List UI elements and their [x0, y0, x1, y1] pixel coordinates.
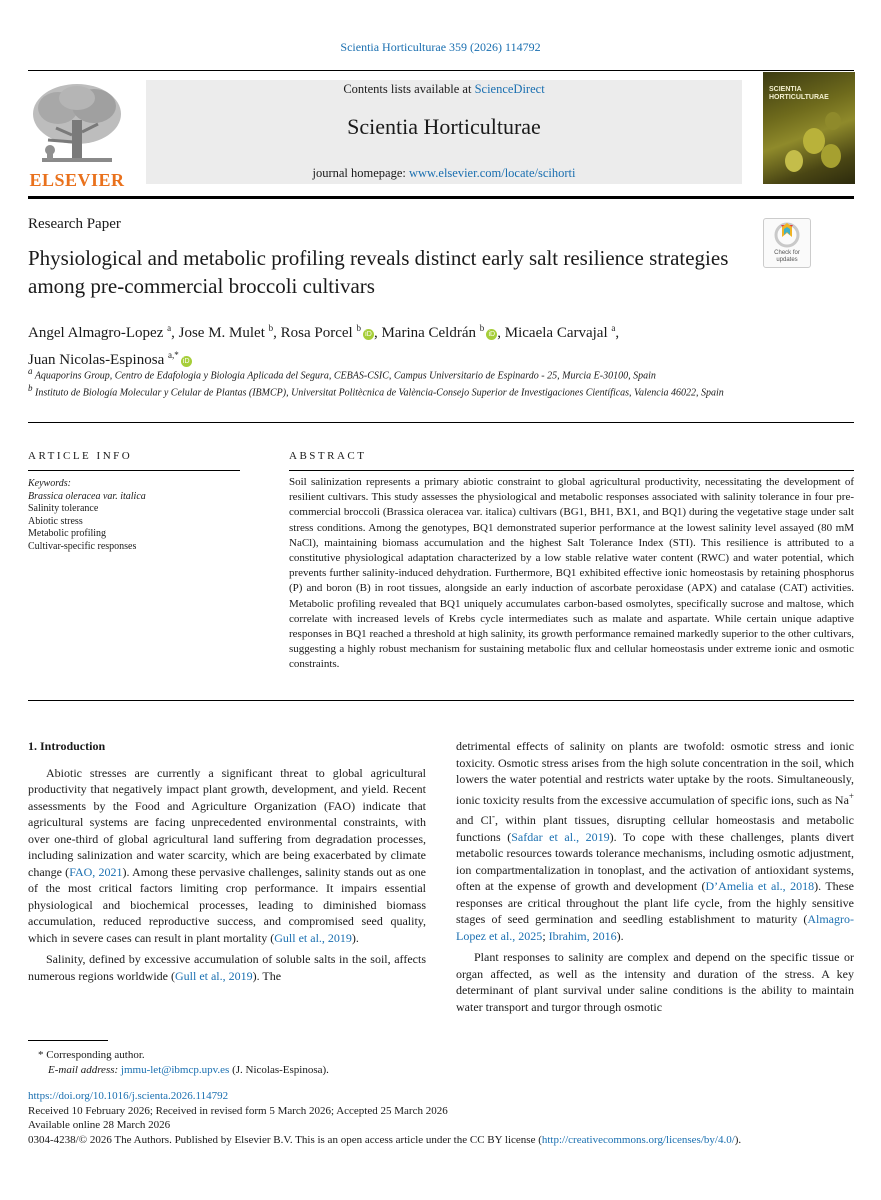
journal-cover-image[interactable] — [763, 72, 855, 184]
author-separator: , — [615, 325, 620, 341]
text-run: ). These responses are critical throughout the plant life cycle, from the highly sensitive stages of seed germination and seedling establishment to maturity ( — [456, 879, 855, 926]
author-name: Micaela Carvajal — [504, 325, 608, 341]
received-dates: Received 10 February 2026; Received in revised form 5 March 2026; Accepted 25 March 2026 — [28, 1104, 448, 1117]
header-rule — [28, 196, 854, 199]
license-link[interactable]: http://creativecommons.org/licenses/by/4.0/ — [541, 1133, 735, 1146]
text-run: ). — [616, 928, 624, 943]
corresponding-author-note: * Corresponding author. — [38, 1049, 145, 1061]
reference-link[interactable]: Gull et al., 2019 — [174, 968, 253, 983]
keywords-block — [28, 478, 258, 553]
reference-link[interactable]: FAO, 2021 — [69, 864, 123, 879]
contents-prefix: Contents lists available at — [343, 82, 475, 96]
doi-link[interactable]: https://doi.org/10.1016/j.scienta.2026.114792 — [28, 1090, 229, 1102]
superscript: - — [491, 811, 495, 821]
author-name: Juan Nicolas-Espinosa — [28, 352, 165, 368]
author[interactable] — [281, 325, 374, 341]
abstract-heading: ABSTRACT — [289, 450, 367, 462]
keyword-item[interactable]: Brassica oleracea var. italica — [28, 490, 146, 502]
orcid-icon[interactable]: iD — [486, 329, 497, 340]
orcid-icon[interactable]: iD — [363, 329, 374, 340]
abstract-rule — [289, 470, 854, 471]
body-column-left — [28, 738, 426, 984]
article-info-rule — [28, 470, 240, 471]
available-online: Available online 28 March 2026 — [28, 1119, 171, 1131]
keywords-label: Keywords: — [28, 478, 71, 489]
keyword-item[interactable]: Salinity tolerance — [28, 503, 99, 514]
olive-shape — [785, 150, 803, 172]
orcid-icon[interactable]: iD — [181, 356, 192, 367]
author-affiliation-marker[interactable]: a — [611, 323, 616, 333]
journal-name: Scientia Horticulturae — [347, 114, 541, 139]
keyword-item[interactable]: Metabolic profiling — [28, 528, 107, 539]
homepage-prefix: journal homepage: — [312, 166, 409, 180]
author[interactable] — [381, 325, 497, 341]
author-affiliation-marker[interactable]: b — [356, 323, 361, 333]
sciencedirect-link[interactable]: ScienceDirect — [474, 82, 545, 96]
olive-shape — [821, 144, 841, 168]
publication-info — [28, 1089, 858, 1147]
article-info-heading: ARTICLE INFO — [28, 450, 133, 462]
text-run: ). Among these pervasive challenges, salinity stands out as one of the most critical factors limiting crop performance. It impairs essential physiological and biochemical processes, leading to diminished biomass accumulation, reduced reproductive success, and compromised seed quality, which in severe cases can result in plant mortality ( — [28, 864, 426, 945]
affiliation-text: Instituto de Biología Molecular y Celular de Plantas (IBMCP), Universitat Politècnica de València-Consejo Superior de Investigaciones Científicas, Valencia 46022, Spain — [35, 387, 724, 399]
author-separator: , — [171, 325, 179, 341]
section-heading-introduction: 1. Introduction — [28, 739, 106, 753]
text-run: and Cl — [456, 813, 492, 827]
text-run: , within plant tissues, disrupting cellular homeostasis and metabolic functions ( — [456, 813, 854, 844]
superscript: + — [848, 790, 854, 801]
intro-paragraph-2-continued — [456, 738, 854, 944]
author-name: Jose M. Mulet — [178, 325, 265, 341]
top-rule — [28, 70, 854, 71]
section-rule — [28, 422, 854, 423]
text-run: ; — [542, 928, 549, 943]
reference-link[interactable]: Safdar et al., 2019 — [511, 829, 610, 844]
affiliation-label: a — [28, 366, 33, 376]
text-run: Abiotic stresses are currently a significant threat to global agricultural productivity that negatively impact plant growth, development, and yield. Recent assessments by the Food and Agriculture Organization (FAO) indicate that agricultural systems are facing unprecedented environmental constraints, with over one-third of global agricultural land suffering from degradation processes, including salinization and water scarcity, which are being exacerbated by climate change ( — [28, 765, 426, 879]
affiliations — [28, 365, 818, 400]
crossmark-badge[interactable] — [763, 218, 811, 268]
email-note — [28, 1063, 828, 1078]
author-affiliation-marker[interactable]: b — [268, 323, 274, 333]
affiliation-b — [28, 382, 818, 399]
email-label: E-mail address: — [48, 1063, 121, 1076]
keyword-item[interactable]: Abiotic stress — [28, 515, 83, 527]
footnote-rule — [28, 1040, 108, 1041]
reference-link[interactable]: D’Amelia et al., 2018 — [705, 879, 815, 893]
homepage-line — [146, 166, 742, 181]
reference-link[interactable]: Gull et al., 2019 — [274, 930, 352, 945]
author[interactable] — [179, 325, 274, 341]
author-name: Angel Almagro-Lopez — [28, 325, 164, 341]
affiliation-label: b — [28, 383, 33, 394]
olive-shape — [825, 112, 841, 130]
author-affiliation-marker[interactable]: a,* — [167, 350, 179, 360]
intro-paragraph-2 — [28, 951, 426, 984]
keyword-item[interactable]: Cultivar-specific responses — [28, 540, 137, 552]
text-run: ). The — [252, 968, 282, 983]
crossmark-icon — [764, 219, 810, 249]
text-run: Salinity, defined by excessive accumulation of soluble salts in the soil, affects numerous regions worldwide ( — [28, 952, 426, 983]
text-run: ). To cope with these challenges, plants divert metabolic resources towards tolerance mechanisms, including osmotic adjustment, ion compartmentalization in tonoplast, and the activation of antioxidant systems, often at the expense of growth and development ( — [456, 829, 855, 893]
intro-paragraph-3: Plant responses to salinity are complex and depend on the specific tissue or organ affected, as well as the intensity and duration of the stress. A key determinant of plant survival under saline conditions is the ability to maintain water transport and turgor through osmotic — [456, 950, 854, 1014]
author-list — [28, 317, 828, 371]
crossmark-text: Check for updates — [774, 250, 800, 263]
abstract-end-rule — [28, 700, 854, 701]
reference-link[interactable]: Ibrahim, 2016 — [548, 928, 617, 943]
author-separator: , — [273, 325, 281, 341]
affiliation-text: Aquaporins Group, Centro de Edafologia y Biologia Aplicada del Segura, CEBAS-CSIC, Campus Universitario de Espinardo - 25, Murcia E-30100, Spain — [34, 370, 656, 382]
elsevier-tree-icon — [28, 80, 126, 168]
text-run: detrimental effects of salinity on plants are twofold: osmotic stress and ionic toxicity. Osmotic stress arises from the high solute concentration in the soil, which lowers the water potential and restricts water uptake by the roots. Simultaneously, ionic toxicity results from the excessive accumulation of specific ions, such as Na — [456, 739, 854, 807]
article-type: Research Paper — [28, 216, 121, 232]
author-separator: , — [497, 325, 505, 341]
affiliation-a — [28, 365, 818, 382]
author-name: Marina Celdrán — [381, 325, 477, 341]
footnotes — [28, 1048, 828, 1077]
text-run: ). — [351, 930, 359, 945]
author-name: Rosa Porcel — [280, 325, 353, 341]
journal-citation[interactable] — [0, 40, 881, 55]
intro-paragraph-1 — [28, 765, 426, 947]
body-column-right — [456, 738, 854, 1015]
homepage-link[interactable]: www.elsevier.com/locate/scihorti — [409, 166, 576, 180]
elsevier-wordmark: ELSEVIER — [29, 170, 125, 190]
author-affiliation-marker[interactable]: a — [167, 323, 172, 333]
cover-title: SCIENTIA HORTICULTURAE — [769, 86, 829, 101]
author-affiliation-marker[interactable]: b — [479, 323, 485, 333]
author-separator: , — [373, 325, 382, 341]
email-link[interactable]: jmmu-let@ibmcp.upv.es — [120, 1063, 230, 1076]
email-suffix: (J. Nicolas-Espinosa). — [229, 1063, 329, 1076]
text-run: 0304-4238/© 2026 The Authors. Published by Elsevier B.V. This is an open access article under the CC BY license ( — [28, 1133, 542, 1146]
contents-line — [146, 82, 742, 97]
text-run: ). — [734, 1133, 742, 1146]
license-line — [28, 1133, 858, 1148]
reference-link[interactable]: Almagro-Lopez et al., 2025 — [456, 912, 854, 943]
abstract-text: Soil salinization represents a primary abiotic constraint to global agricultural productivity, necessitating the development of resilient cultivars. This study assesses the physiological and metabolic responses associated with salinity tolerance in four pre-commercial broccoli (Brassica oleracea var. italica) cultivars (BG1, BH1, BX1, and BQ1) during the vegetative stage under salt stress conditions. Among the genotypes, BQ1 demonstrated superior performance at the lowest salinity level assayed (80 mM NaCl), maintaining biomass accumulation and the highest Salt Tolerance Index (STI). This resilience is attributed to a constitutive physiological adaptation characterized by a low stable relative water content (RWC) and water potential, which prevents further salinity-induced dehydration. Furthermore, BQ1 exhibited effective ionic homeostasis by retaining phosphorus (P) and boron (B) in root tissues, alongside an early induction of ascorbate peroxidase (APX) and catalase (CAT) activities. Metabolic profiling revealed that BQ1 uniquely accumulates carbon-based osmolytes, specifically sucrose and maltose, which correlate with increased levels of Krebs cycle intermediates such as malate and aspartate. While certain unique adaptive responses in BQ1 reached a threshold at high salinity, its growth performance remained markedly superior to the other cultivars, suggesting a highly robust mechanism for sustaining metabolic flux and cellular homeostasis under extreme ionic and osmotic constraints. — [289, 476, 854, 671]
author[interactable] — [28, 325, 171, 341]
citation-link[interactable]: Scientia Horticulturae 359 (2026) 114792 — [340, 40, 541, 54]
paper-title: Physiological and metabolic profiling reveals distinct early salt resilience strategies among pre-commercial broccoli cultivars — [28, 246, 729, 298]
author[interactable] — [505, 325, 616, 341]
